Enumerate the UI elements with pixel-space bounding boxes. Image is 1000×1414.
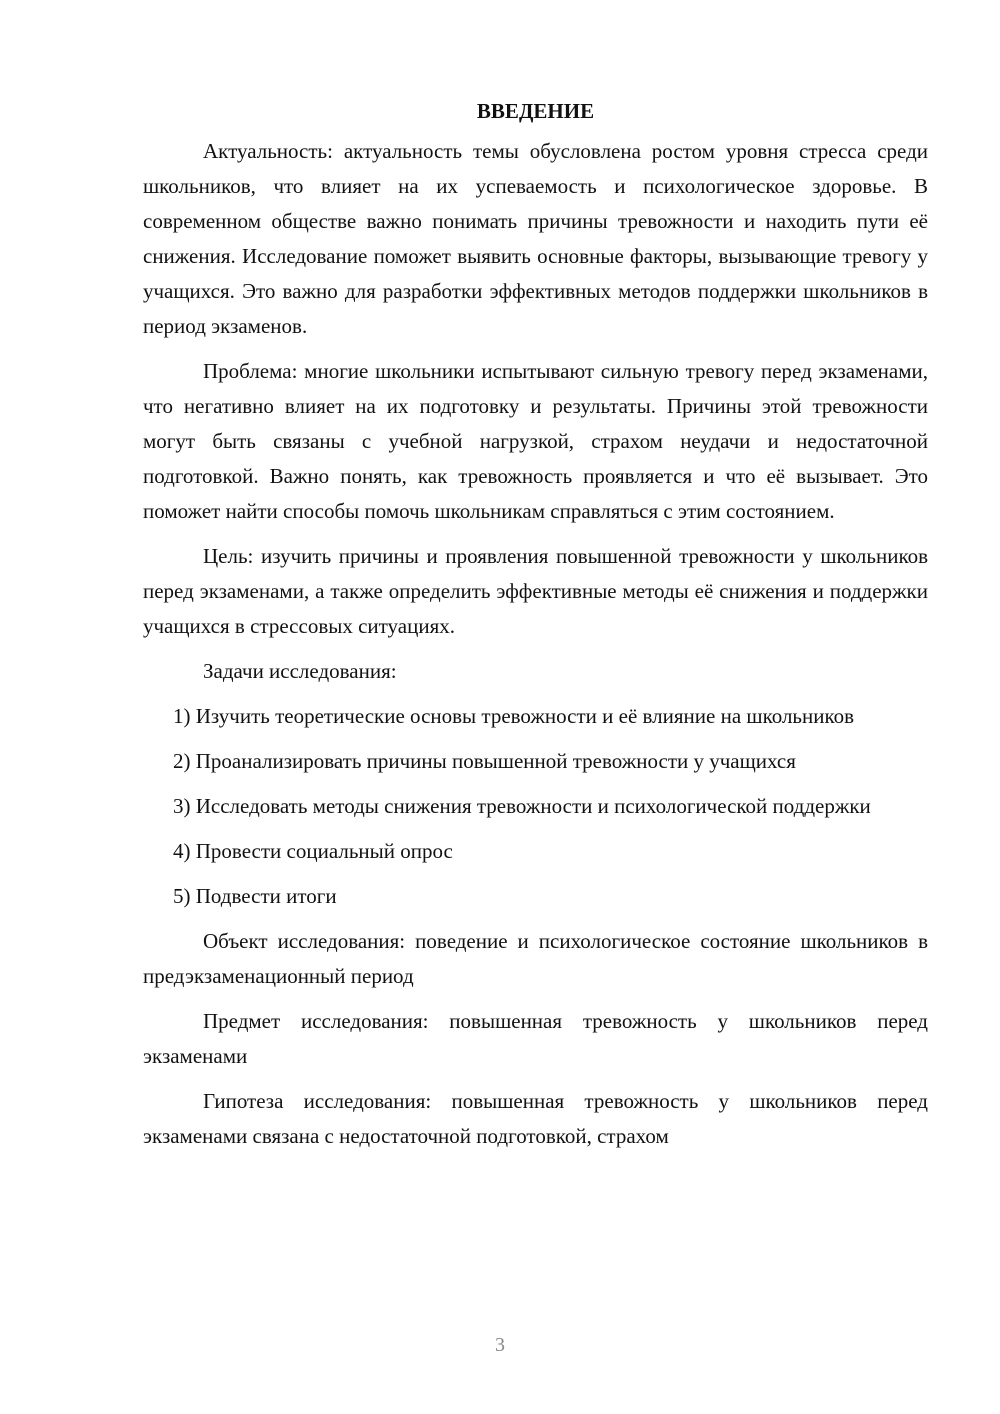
document-page [143,94,928,1164]
tasks-heading: Задачи исследования: [203,659,397,683]
paragraph-hypothesis: Гипотеза исследования: повышенная тревожность у школьников перед экзаменами связана с недостаточной подготовкой, страхом [143,1089,928,1148]
paragraph-relevance: Актуальность: актуальность темы обусловлена ростом уровня стресса среди школьников, что влияет на их успеваемость и психологическое здоровье. В современном обществе важно понимать причины тревожности и находить пути её снижения. Исследование поможет выявить основные факторы, вызывающие тревогу у учащихся. Это важно для разработки эффективных методов поддержки школьников в период экзаменов. [143,139,928,338]
paragraph-problem: Проблема: многие школьники испытывают сильную тревогу перед экзаменами, что негативно влияет на их подготовку и результаты. Причины этой тревожности могут быть связаны с учебной нагрузкой, страхом неудачи и недостаточной подготовкой. Важно понять, как тревожность проявляется и что её вызывает. Это поможет найти способы помочь школьникам справляться с этим состоянием. [143,359,928,523]
task-item: 4) Провести социальный опрос [173,839,453,863]
paragraph-object: Объект исследования: поведение и психологическое состояние школьников в предэкзаменационный период [143,929,928,988]
paragraph-goal: Цель: изучить причины и проявления повышенной тревожности у школьников перед экзаменами, а также определить эффективные методы её снижения и поддержки учащихся в стрессовых ситуациях. [143,544,928,638]
task-item: 2) Проанализировать причины повышенной тревожности у учащихся [173,749,796,773]
page-number: 3 [495,1334,505,1356]
paragraph-subject: Предмет исследования: повышенная тревожность у школьников перед экзаменами [143,1009,928,1068]
task-item: 3) Исследовать методы снижения тревожности и психологической поддержки [173,794,871,818]
task-item: 1) Изучить теоретические основы тревожности и её влияние на школьников [173,704,855,728]
task-item: 5) Подвести итоги [173,884,337,908]
section-title: ВВЕДЕНИЕ [476,99,595,123]
